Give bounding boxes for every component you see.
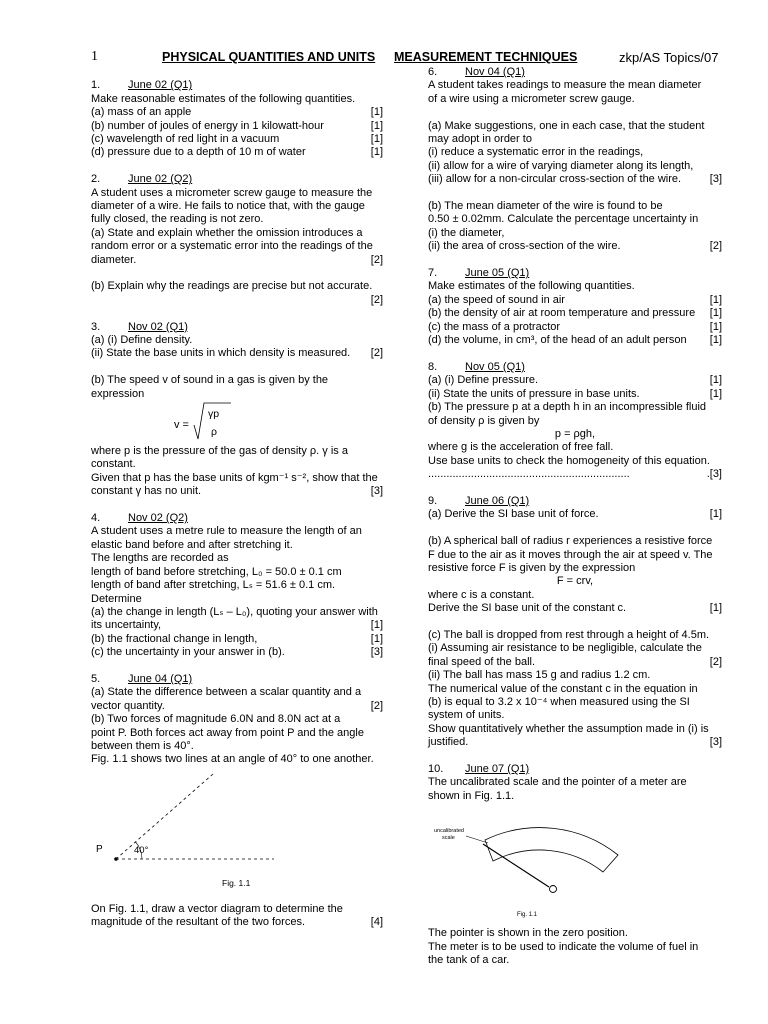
line-text: The lengths are recorded as [91,552,229,565]
marks-label: [1] [370,133,383,146]
question-number: 4. [91,512,101,525]
formula-numerator: γp [208,408,220,421]
text-line [91,633,383,646]
marks-label: [1] [370,619,383,632]
line-text: justified. [428,736,469,749]
pointer-pivot [550,886,557,893]
question-10 [428,763,722,967]
text-line [91,187,383,200]
scale-label-leader [466,836,488,843]
line-text: .................................................................. [428,468,630,481]
question-heading [428,267,722,280]
text-line [428,709,722,722]
text-line [91,120,383,133]
marks-label: [1] [370,106,383,119]
text-line [428,441,722,454]
line-text: On Fig. 1.1, draw a vector diagram to determine the [91,902,343,915]
line-text: The uncalibrated scale and the pointer of a meter are [428,776,687,789]
question-number: 5. [91,672,101,685]
line-text: (b) Explain why the readings are precise but not accurate. [91,280,373,293]
question-number: 10. [428,763,444,775]
text-line [91,254,383,267]
line-text: The meter is to be used to indicate the volume of fuel in [428,940,699,953]
text-line [91,916,383,929]
line-text: vector quantity. [91,699,165,712]
question-8 [428,361,722,482]
marks-label: [1] [709,307,722,320]
figure-caption: Fig. 1.1 [517,912,538,919]
question-number: 1. [91,79,101,92]
text-line [428,240,722,253]
marks-label: [2] [370,347,383,360]
line-text: (a) (i) Define pressure. [428,374,539,387]
line-text: the tank of a car. [428,954,510,967]
line-text: where p is the pressure of the gas of density ρ. γ is a [91,445,348,458]
question-heading [428,66,722,79]
text-line [428,455,722,468]
line-text: (ii) State the units of pressure in base units. [428,387,640,400]
line-text: (b) A spherical ball of radius r experiences a resistive force [428,535,713,548]
line-text: length of band before stretching, L₀ = 50.0 ± 0.1 cm [91,565,342,578]
question-source: June 05 (Q1) [465,267,530,280]
line-text: where c is a constant. [428,588,535,601]
text-line [428,388,722,401]
text-line [91,200,383,213]
marks-label: [3] [709,736,722,749]
text-line [428,508,722,521]
text-line [91,903,383,916]
line-text: (ii) the area of cross-section of the wire. [428,240,621,253]
marks-label: [2] [370,293,383,306]
question-number: 2. [91,173,101,186]
marks-label: [1] [709,320,722,333]
marks-label: [1] [709,334,722,347]
line-text: (i) Assuming air resistance to be negligible, calculate the [428,642,702,655]
text-line [428,656,722,669]
text-line [91,334,383,347]
pressure-formula: p = ρgh, [554,427,596,440]
question-9 [428,495,722,750]
text-line [91,472,383,485]
text-line [91,579,383,592]
text-line [428,160,722,173]
line-text: (a) Make suggestions, one in each case, that the student [428,119,705,132]
line-text: (c) the uncertainty in your answer in (b). [91,646,285,659]
text-line [91,93,383,106]
line-text: random error or a systematic error into the readings of the [91,240,373,253]
text-line [91,740,383,753]
text-line [428,321,722,334]
line-text: shown in Fig. 1.1. [428,789,515,802]
question-source: June 02 (Q1) [128,79,193,92]
text-line [428,173,722,186]
angle-label: 40° [134,844,149,856]
speed-of-sound-formula [91,401,383,445]
marks-label: [2] [370,253,383,266]
text-line [428,669,722,682]
marks-label: [1] [709,602,722,615]
line-text: fully closed, the reading is not zero. [91,213,264,226]
question-heading [91,673,383,686]
line-text: (c) the mass of a protractor [428,320,561,333]
text-line [428,200,722,213]
question-1 [91,79,383,159]
line-text: (c) wavelength of red light in a vacuum [91,133,280,146]
question-source: June 06 (Q1) [465,494,530,507]
line-text: 0.50 ± 0.02mm. Calculate the percentage uncertainty in [428,213,699,226]
line-text: (a) State and explain whether the omission introduces a [91,226,363,239]
line-text: point P. Both forces act away from point P and the angle [91,726,364,739]
text-line [428,616,722,629]
text-line [428,954,722,967]
line-text: (i) reduce a systematic error in the readings, [428,146,644,159]
header-title-left: PHYSICAL QUANTITIES AND UNITS [162,50,376,64]
text-line [428,79,722,92]
text-line [428,415,722,428]
text-line [91,388,383,401]
text-line [428,93,722,106]
question-number: 7. [428,267,438,280]
formula-lhs: v = [174,419,189,432]
text-line [91,146,383,159]
question-heading [428,361,722,374]
text-line [91,552,383,565]
line-text: length of band after stretching, Lₛ = 51.6 ± 0.1 cm. [91,579,336,592]
line-text: F due to the air as it moves through the air at speed v. The [428,548,713,561]
text-line [428,562,722,575]
text-line [91,240,383,253]
marks-label: [2] [709,655,722,668]
text-line [428,736,722,749]
line-text: (iii) allow for a non-circular cross-section of the wire. [428,173,682,186]
question-7 [428,267,722,347]
meter-scale-arc [485,828,618,872]
text-line [91,646,383,659]
question-number: 3. [91,320,101,333]
line-text: of density ρ is given by [428,414,540,427]
point-p [114,857,118,861]
line-text: (a) the speed of sound in air [428,293,565,306]
text-line [91,606,383,619]
question-heading [91,79,383,92]
marks-label: [2] [370,699,383,712]
text-line [428,776,722,789]
line-text: Show quantitatively whether the assumption made in (i) is [428,722,709,735]
line-text: magnitude of the resultant of the two forces. [91,916,306,929]
text-line [428,120,722,133]
text-line [428,790,722,803]
line-text: A student uses a micrometer screw gauge to measure the [91,186,373,199]
line-text: Determine [91,592,142,605]
line-text: (a) Derive the SI base unit of force. [428,508,599,521]
question-source: June 04 (Q1) [128,672,193,685]
text-line [91,347,383,360]
line-text: (b) Two forces of magnitude 6.0N and 8.0N act at a [91,713,341,726]
text-line [428,468,722,481]
text-line [91,294,383,307]
line-text: Derive the SI base unit of the constant c. [428,602,627,615]
question-source: Nov 02 (Q1) [128,320,188,333]
meter-pointer [483,844,549,887]
text-line [428,589,722,602]
text-line [428,106,722,119]
marks-label: [3] [370,646,383,659]
text-line [428,334,722,347]
text-line [91,713,383,726]
question-heading [91,321,383,334]
line-text: constant. [91,458,136,471]
line-text: (b) The pressure p at a depth h in an incompressible fluid [428,401,707,414]
line-text: system of units. [428,709,505,722]
text-line [91,213,383,226]
text-line [91,593,383,606]
question-source: Nov 02 (Q2) [128,512,188,525]
figure-caption: Fig. 1.1 [222,877,251,888]
text-line [91,133,383,146]
line-text: The pointer is shown in the zero position. [428,927,628,940]
scale-label-line-1: uncalibrated [434,828,464,835]
line-text: diameter of a wire. He fails to notice that, with the gauge [91,200,365,213]
line-text: Make reasonable estimates of the following quantities. [91,92,356,105]
text-line [428,602,722,615]
line-text: resistive force F is given by the expression [428,561,636,574]
line-text: A student uses a metre rule to measure the length of an [91,525,362,538]
text-line [91,485,383,498]
marks-label: [1] [709,387,722,400]
angle-figure [91,767,383,903]
text-line [428,213,722,226]
text-line [428,146,722,159]
text-line [428,280,722,293]
left-column [91,66,383,930]
marks-label: [1] [709,508,722,521]
text-line [428,307,722,320]
question-5 [91,673,383,930]
question-3 [91,321,383,499]
marks-label: [3] [709,173,722,186]
marks-label: [1] [370,119,383,132]
question-source: Nov 04 (Q1) [465,66,525,78]
question-6 [428,66,722,254]
line-text: (d) the volume, in cm³, of the head of an adult person [428,334,687,347]
text-line [91,753,383,766]
text-line [428,927,722,940]
line-text: (d) pressure due to a depth of 10 m of water [91,146,306,159]
line-text: between them is 40°. [91,739,194,752]
line-text: Use base units to check the homogeneity of this equation. [428,454,710,467]
line-text: expression [91,387,145,400]
text-line [91,539,383,552]
text-line [428,642,722,655]
line-text: (ii) State the base units in which density is measured. [91,347,351,360]
line-text: of a wire using a micrometer screw gauge. [428,92,635,105]
line-text: The numerical value of the constant c in the equation in [428,682,698,695]
text-line [428,374,722,387]
line-text: diameter. [91,253,137,266]
question-source: Nov 05 (Q1) [465,360,525,373]
marks-label: [1] [370,632,383,645]
marks-label: [4] [370,916,383,929]
text-line [91,727,383,740]
text-line [91,106,383,119]
text-line [91,267,383,280]
question-heading [428,495,722,508]
page-header [0,50,768,66]
text-line [91,700,383,713]
header-title-right: MEASUREMENT TECHNIQUES [394,50,578,64]
line-text: (ii) The ball has mass 15 g and radius 1.2 cm. [428,669,651,682]
question-heading [428,763,722,776]
scale-label-line-2: scale [442,835,455,842]
line-text: where g is the acceleration of free fall. [428,441,614,454]
text-line [91,445,383,458]
text-line [428,522,722,535]
text-line [91,374,383,387]
text-line [91,525,383,538]
text-line [91,458,383,471]
text-line [91,227,383,240]
marks-label: [2] [709,240,722,253]
text-line [91,361,383,374]
line-text: (c) The ball is dropped from rest through a height of 4.5m. [428,628,710,641]
question-2 [91,173,383,307]
marks-label: [1] [709,293,722,306]
text-line [428,549,722,562]
text-line [91,280,383,293]
line-text: final speed of the ball. [428,655,536,668]
right-column [428,66,722,967]
marks-label: [3] [370,485,383,498]
text-line [428,187,722,200]
line-text: (b) the density of air at room temperature and pressure [428,307,696,320]
resistive-force-formula: F = crv, [556,575,594,588]
line-text: A student takes readings to measure the mean diameter [428,79,702,92]
text-line [428,723,722,736]
question-heading [91,512,383,525]
question-number: 9. [428,494,438,507]
question-number: 6. [428,66,438,78]
text-line [428,401,722,414]
line-text: (ii) allow for a wire of varying diameter along its length, [428,159,694,172]
question-source: June 07 (Q1) [465,763,530,775]
force-line-angled [116,774,213,859]
text-line [428,535,722,548]
line-text: Fig. 1.1 shows two lines at an angle of 40° to one another. [91,753,374,766]
header-topic-ref: zkp/AS Topics/07 [619,50,719,65]
line-text: elastic band before and after stretching it. [91,538,293,551]
text-line [91,686,383,699]
formula-denominator: ρ [211,426,217,439]
question-source: June 02 (Q2) [128,173,193,186]
line-text: its uncertainty, [91,619,162,632]
text-line [91,619,383,632]
line-text: (a) State the difference between a scalar quantity and a [91,686,362,699]
meter-figure [428,803,722,927]
line-text: may adopt in order to [428,133,532,146]
page-number: 1 [91,49,98,64]
text-line [428,294,722,307]
line-text: constant γ has no unit. [91,485,202,498]
point-label: P [96,843,103,855]
text-line [428,227,722,240]
line-text: Make estimates of the following quantities. [428,280,635,293]
text-line [91,566,383,579]
line-text: Given that p has the base units of kgm⁻¹ s⁻², show that the [91,471,378,484]
line-text: (i) the diameter, [428,226,505,239]
marks-label: [1] [709,374,722,387]
question-number: 8. [428,360,438,373]
text-line [428,696,722,709]
line-text: (b) The mean diameter of the wire is found to be [428,200,663,213]
marks-label: [1] [370,146,383,159]
line-text: (a) the change in length (Lₛ – L₀), quoting your answer with [91,605,378,618]
line-text: (b) is equal to 3.2 x 10⁻⁴ when measured using the SI [428,695,690,708]
line-text: (b) The speed v of sound in a gas is given by the [91,374,329,387]
line-text: (b) the fractional change in length, [91,632,258,645]
text-line [428,133,722,146]
text-line [428,683,722,696]
question-heading [91,173,383,186]
marks-label: .[3] [706,468,722,481]
question-4 [91,512,383,659]
line-text: (a) mass of an apple [91,106,192,119]
line-text: (a) (i) Define density. [91,334,193,347]
text-line [428,941,722,954]
line-text: (b) number of joules of energy in 1 kilowatt-hour [91,119,324,132]
text-line [428,629,722,642]
